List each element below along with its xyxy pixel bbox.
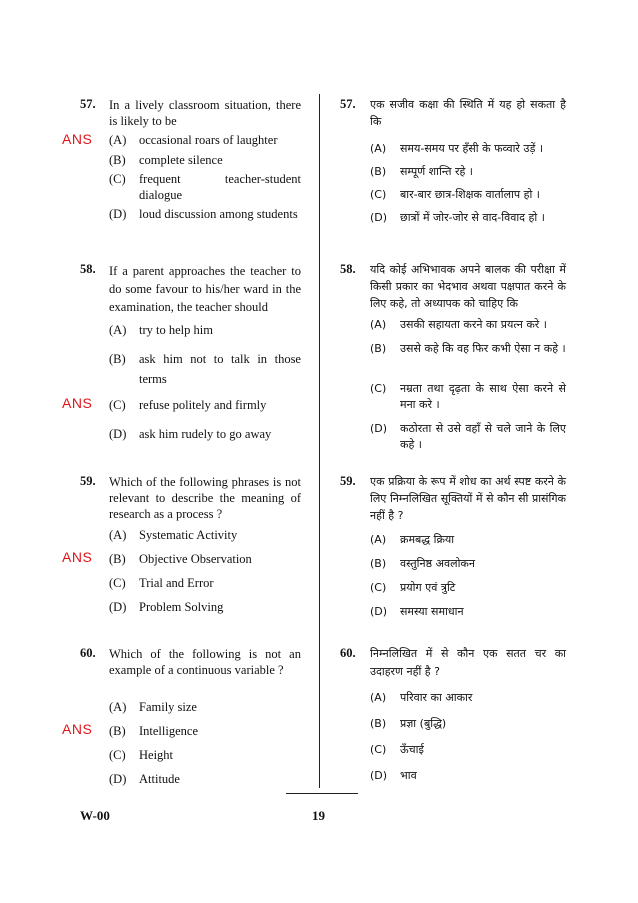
option-label: (C) — [109, 172, 126, 186]
option-label: (C) — [109, 398, 126, 412]
option-label: (D) — [109, 772, 127, 786]
option-text: Intelligence — [139, 724, 198, 738]
option-label: (B) — [370, 165, 387, 178]
option-text: समय-समय पर हँसी के फव्वारे उड़ें । — [400, 142, 544, 155]
option-text: loud discussion among students — [139, 207, 298, 221]
question-number: 59. — [340, 474, 356, 488]
option-text: नम्रता तथा दृढ़ता के साथ ऐसा करने से मना करे । — [400, 382, 566, 411]
option-text: Family size — [139, 700, 197, 714]
paper-code: W-00 — [80, 808, 110, 823]
page-number: 19 — [312, 808, 325, 823]
column-divider — [319, 94, 320, 788]
option-text: प्रयोग एवं त्रुटि — [400, 581, 456, 594]
option-label: (C) — [370, 382, 387, 395]
option-label: (D) — [109, 207, 127, 221]
option-label: (B) — [109, 352, 126, 366]
option-text: Objective Observation — [139, 552, 252, 566]
option-text: ऊँचाई — [400, 743, 424, 756]
option-label: (B) — [109, 724, 126, 738]
option-label: (C) — [109, 576, 126, 590]
option-label: (A) — [109, 323, 127, 337]
option-label: (A) — [109, 133, 127, 147]
option-label: (A) — [109, 700, 127, 714]
footer-rule — [286, 793, 358, 794]
option-label: (A) — [370, 691, 387, 704]
option-text: frequent teacher-student dialogue — [139, 172, 301, 202]
option-label: (D) — [370, 769, 388, 782]
option-label: (D) — [109, 427, 127, 441]
option-label: (A) — [109, 528, 127, 542]
option-text: occasional roars of laughter — [139, 133, 278, 147]
question-text: एक प्रक्रिया के रूप में शोध का अर्थ स्पष्ट करने के लिए निम्नलिखित सूक्तियों में से कौन सी प्रासंगिक नहीं है ? — [370, 475, 566, 522]
option-text: बार-बार छात्र-शिक्षक वार्तालाप हो । — [400, 188, 540, 201]
question-number: 57. — [80, 97, 96, 111]
option-text: complete silence — [139, 153, 223, 167]
option-text: ask him rudely to go away — [139, 427, 272, 441]
option-label: (D) — [370, 422, 388, 435]
option-label: (D) — [370, 211, 388, 224]
option-label: (B) — [109, 153, 126, 167]
option-text: प्रज्ञा (बुद्धि) — [400, 717, 447, 730]
option-label: (A) — [370, 318, 387, 331]
option-label: (D) — [109, 600, 127, 614]
answer-marker-59: ANS — [62, 549, 93, 565]
answer-marker-60: ANS — [62, 721, 93, 737]
option-label: (C) — [370, 188, 387, 201]
option-label: (C) — [109, 748, 126, 762]
question-number: 60. — [340, 646, 356, 660]
english-column — [0, 0, 318, 903]
option-text: परिवार का आकार — [400, 691, 473, 704]
question-text: एक सजीव कक्षा की स्थिति में यह हो सकता है कि — [370, 98, 566, 128]
option-text: try to help him — [139, 323, 213, 337]
option-text: Systematic Activity — [139, 528, 238, 542]
option-text: उससे कहे कि वह फिर कभी ऐसा न कहे । — [400, 342, 566, 355]
option-text: Height — [139, 748, 174, 762]
question-text: Which of the following phrases is not relevant to describe the meaning of research as a process ? — [109, 475, 301, 521]
option-text: सम्पूर्ण शान्ति रहे । — [400, 165, 473, 178]
question-number: 60. — [80, 646, 96, 660]
option-label: (C) — [370, 581, 387, 594]
question-text: In a lively classroom situation, there is likely to be — [109, 98, 301, 128]
option-text: समस्या समाधान — [400, 605, 464, 618]
option-text: कठोरता से उसे वहाँ से चले जाने के लिए कहे । — [400, 422, 566, 451]
option-label: (B) — [370, 342, 387, 355]
option-text: उसकी सहायता करने का प्रयत्न करे । — [400, 318, 547, 331]
option-label: (B) — [370, 557, 387, 570]
question-number: 57. — [340, 97, 356, 111]
option-label: (A) — [370, 533, 387, 546]
question-text: If a parent approaches the teacher to do some favour to his/her ward in the examination, the teacher should — [109, 264, 301, 314]
question-number: 59. — [80, 474, 96, 488]
option-text: वस्तुनिष्ठ अवलोकन — [400, 557, 475, 570]
option-label: (A) — [370, 142, 387, 155]
option-label: (C) — [370, 743, 387, 756]
question-text: यदि कोई अभिभावक अपने बालक की परीक्षा में किसी प्रकार का भेदभाव अथवा पक्षपात करने के लिए कहे, तो अध्यापक को चाहिए कि — [370, 263, 566, 310]
option-text: भाव — [400, 769, 417, 782]
hindi-column — [322, 0, 638, 903]
question-number: 58. — [340, 262, 356, 276]
option-label: (B) — [109, 552, 126, 566]
option-label: (B) — [370, 717, 387, 730]
question-number: 58. — [80, 262, 96, 276]
option-text: Trial and Error — [139, 576, 214, 590]
option-text: refuse politely and firmly — [139, 398, 267, 412]
option-text: Problem Solving — [139, 600, 224, 614]
question-text: निम्नलिखित में से कौन एक सतत चर का उदाहरण नहीं है ? — [370, 647, 566, 678]
option-text: ask him not to talk in those terms — [139, 352, 301, 386]
option-label: (D) — [370, 605, 388, 618]
option-text: क्रमबद्ध क्रिया — [400, 533, 455, 546]
answer-marker-57: ANS — [62, 131, 93, 147]
option-text: Attitude — [139, 772, 180, 786]
answer-marker-58: ANS — [62, 395, 93, 411]
option-text: छात्रों में जोर-जोर से वाद-विवाद हो । — [400, 211, 545, 224]
question-text: Which of the following is not an example of a continuous variable ? — [109, 647, 301, 677]
